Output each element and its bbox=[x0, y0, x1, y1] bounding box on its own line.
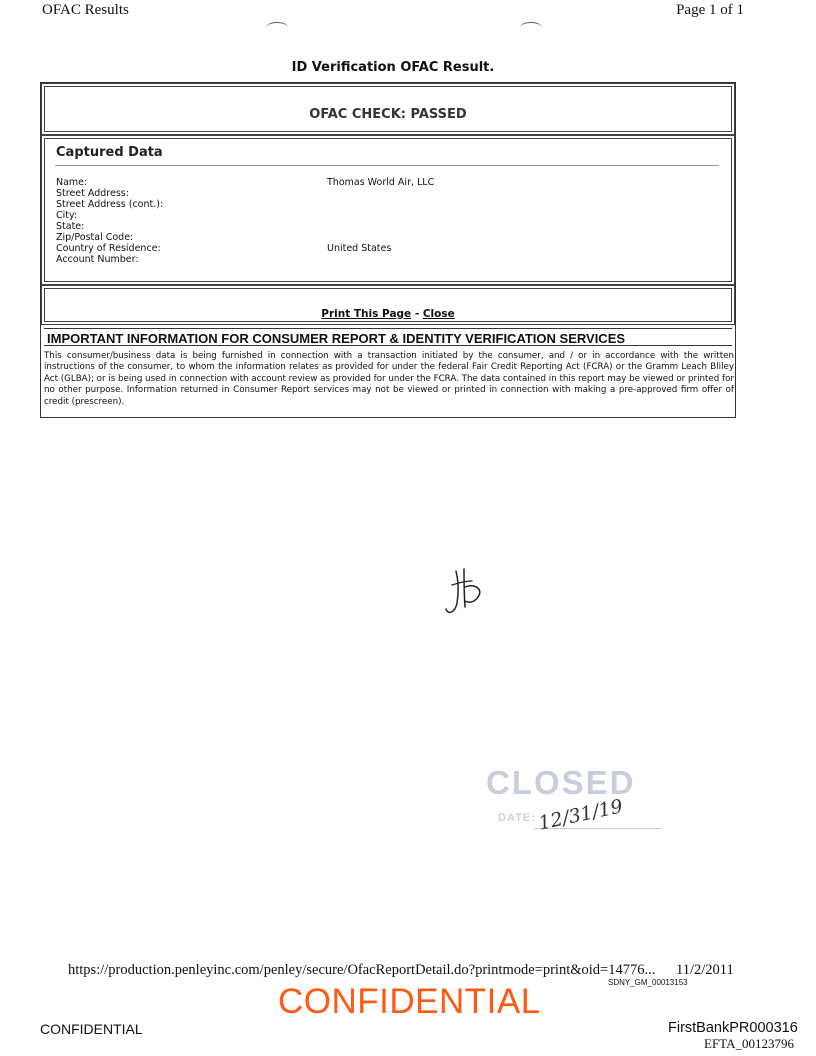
field-label-street: Street Address: bbox=[56, 188, 129, 199]
efta-number: EFTA_00123796 bbox=[704, 1036, 794, 1051]
print-header-page: Page 1 of 1 bbox=[676, 2, 744, 18]
print-actions-panel bbox=[44, 288, 732, 322]
captured-data-heading: Captured Data bbox=[56, 145, 163, 160]
print-page-link[interactable]: Print This Page bbox=[321, 308, 412, 320]
field-label-account: Account Number: bbox=[56, 254, 139, 265]
sdny-bates: SDNY_GM_00013153 bbox=[608, 978, 688, 987]
captured-data-panel bbox=[44, 138, 732, 282]
separator: - bbox=[411, 308, 423, 320]
confidential-watermark: CONFIDENTIAL bbox=[278, 982, 541, 1021]
stamp-handwritten-date: 12/31/19 bbox=[536, 795, 625, 835]
important-info-text: This consumer/business data is being furnished in connection with a transaction initiated by the consumer, and / or in accordance with the written instructions of the consumer, to whom the information relates as provided for under the federal Fair Credit Reporting Act (FCRA) or the Gramm Leach Bliley Act (GLBA); or is being used in connection with account review as provided for under the FCRA. The data contained in this report may be viewed or printed for no other purpose. Information returned in Consumer Report services may not be viewed or printed in connection with making a pre-approved firm offer of credit (prescreen). bbox=[44, 351, 734, 407]
print-footer-url: https://production.penleyinc.com/penley/secure/OfacReportDetail.do?printmode=print&oid=14776... bbox=[68, 962, 656, 978]
handwritten-initials bbox=[440, 565, 496, 621]
field-label-city: City: bbox=[56, 210, 78, 221]
stamp-date-label: DATE: bbox=[498, 812, 536, 824]
print-footer-date: 11/2/2011 bbox=[676, 962, 734, 978]
field-label-name: Name: bbox=[56, 177, 88, 188]
field-value-country: United States bbox=[327, 243, 392, 254]
report-title: ID Verification OFAC Result. bbox=[291, 60, 495, 75]
field-value-name: Thomas World Air, LLC bbox=[327, 177, 435, 188]
print-header-title: OFAC Results bbox=[42, 2, 129, 18]
print-actions bbox=[45, 308, 731, 320]
field-label-street-cont: Street Address (cont.): bbox=[56, 199, 164, 210]
field-label-country: Country of Residence: bbox=[56, 243, 161, 254]
scan-mark bbox=[520, 22, 542, 33]
bates-number: FirstBankPR000316 bbox=[668, 1020, 798, 1036]
ofac-status: OFAC CHECK: PASSED bbox=[309, 107, 467, 122]
divider bbox=[55, 165, 719, 166]
close-link[interactable]: Close bbox=[422, 308, 455, 320]
field-label-state: State: bbox=[56, 221, 85, 232]
scan-mark bbox=[266, 22, 288, 33]
ofac-result-panel bbox=[44, 86, 732, 132]
important-info-heading: IMPORTANT INFORMATION FOR CONSUMER REPORT & IDENTITY VERIFICATION SERVICES bbox=[44, 328, 732, 346]
stamp-word: CLOSED bbox=[486, 764, 636, 801]
field-label-zip: Zip/Postal Code: bbox=[56, 232, 134, 243]
confidential-label: CONFIDENTIAL bbox=[40, 1021, 143, 1037]
closed-stamp bbox=[486, 762, 656, 842]
